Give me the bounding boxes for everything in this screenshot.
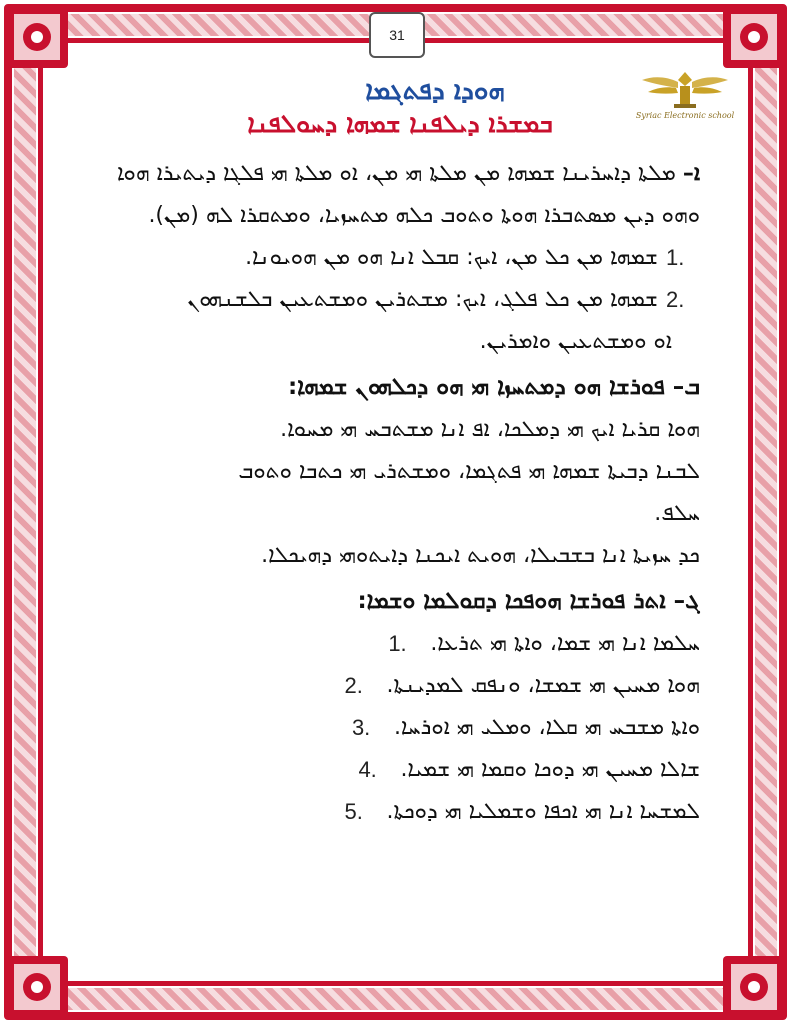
page-title: ܗܘܕܐ ܕܦܬܓܡܐ (365, 76, 505, 106)
list-item-text: ܘܐܬܐ ܡܫܒܚ ܗܝ ܩܠܐ، ܘܡܠܝ ܗܝ ܐܘܪܚܐ. (393, 715, 700, 740)
list-item-number: 2. (666, 287, 685, 312)
section-a-text: ܡܠܬܐ ܕܐܚܪܝܢܐ ܫܡܗܐ ܡܢ ܡܠܬܐ ܗܝ ܡܢ، ܐܘ ܡܠܬܐ ܗܝ ܦܠܓܐ ܕܝܬܝܪܐ ܗܘܐ ܘܗܘ ܕܝܢ ܡܣܬܒܪܐ ܗܘܬܐ ܘܬܘܒ ܟܠܗ ܡܬܚܙܝܐ، ܘܡܬܩܪܐ ܠܗ (ܡܢ). (116, 161, 700, 228)
list-item (80, 623, 700, 665)
list-item-number: 3. (351, 715, 371, 740)
section-b-heading: ܒ– ܦܘܪܫܐ ܗܘ ܕܡܬܚܙܐ ܗܝ ܗܘ ܕܟܠܗܘܢ ܫܡܗܐ: (287, 374, 700, 400)
list-item-continuation: ܐܘ ܘܡܫܬܥܝܢ ܘܐܡܪܝܢ. (479, 329, 672, 354)
list-item-number: 2. (344, 673, 363, 698)
list-item-text: ܠܡܫܚܐ ܐܢܐ ܗܝ ܐܟܦܐ ܘܫܡܠܝܐ ܗܝ ܕܘܟܬܐ. (386, 799, 700, 824)
section-c-list (80, 623, 700, 833)
document-body (80, 70, 700, 833)
corner-ornament-icon (2, 2, 72, 72)
corner-ornament-icon (719, 952, 789, 1022)
list-item-number: 1. (666, 245, 685, 270)
list-item (80, 237, 700, 279)
list-item (80, 749, 700, 791)
section-b-line: ܠܒܢܐ ܕܒܝܬܐ ܫܡܗܐ ܗܝ ܦܬܓܡܐ، ܘܡܫܬܪܝ ܗܝ ܟܬܒܐ ܘܬܘܒ (238, 459, 700, 484)
corner-ornament-icon (719, 2, 789, 72)
list-item (80, 707, 700, 749)
page-number-text: 31 (389, 27, 405, 43)
list-item (80, 791, 700, 833)
section-b-line: ܗܘܐ ܩܪܝܐ ܐܝܟ ܗܝ ܕܡܠܟܐ، ܐܦ ܐܢܐ ܡܫܬܒܚ ܗܝ ܡܚܘܐ. (280, 417, 700, 442)
list-item-number: 1. (388, 631, 407, 656)
corner-ornament-icon (2, 952, 72, 1022)
list-item-text: ܫܐܠܐ ܡܚܝܢ ܗܝ ܕܘܟܐ ܘܩܡܐ ܗܝ ܫܡܝܐ. (400, 757, 700, 782)
section-a-list (80, 237, 700, 321)
page-subtitle: ܒܡܫܪܐ ܕܝܠܦܢܐ ܫܡܗܐ ܕܚܘܠܦܢܐ (247, 109, 553, 138)
list-item-text: ܚܠܡܐ ܐܢܐ ܗܝ ܫܡܐ، ܘܐܬܐ ܗܝ ܬܪܥܐ. (430, 631, 700, 656)
section-c-heading: ܓ– ܐܬܪ ܦܘܪܫܐ ܗܘܦܟܐ ܕܩܘܠܡܐ ܘܫܡܐ: (357, 588, 700, 614)
section-a-heading: ܐ– (682, 161, 700, 186)
list-item (80, 279, 700, 321)
list-item-text: ܫܡܗܐ ܡܢ ܟܠ ܡܢ، ܐܝܟ: ܩܒܠ ܐܢܐ ܗܘ ܡܢ ܗܘܝܘܢܐ. (245, 245, 658, 270)
list-item-number: 5. (344, 799, 363, 824)
list-item-text: ܫܡܗܐ ܡܢ ܟܠ ܦܠܓ، ܐܝܟ: ܡܫܬܪܝܢ ܘܡܫܬܥܝܢ ܒܠܫܢܗܘܢ (187, 287, 658, 312)
list-item-number: 4. (358, 757, 377, 782)
list-item (80, 665, 700, 707)
section-b-line: ܟܕ ܚܙܝܬܐ ܐܢܐ ܒܫܒܝܠܐ، ܗܘܝܬ ܐܝܟܢܐ ܕܐܝܬܘܗܝ ܕܗܝܟܠܐ. (261, 543, 700, 568)
section-a-paragraph (80, 153, 700, 237)
list-item-text: ܗܘܐ ܡܚܝܢ ܗܝ ܫܡܫܐ، ܘܢܦܩ ܠܡܕܝܢܬܐ. (386, 673, 700, 698)
page-number (369, 12, 425, 58)
logo-subtitle: Syriac Electronic school (635, 111, 735, 120)
section-b-line: ܚܠܦ. (654, 501, 700, 526)
